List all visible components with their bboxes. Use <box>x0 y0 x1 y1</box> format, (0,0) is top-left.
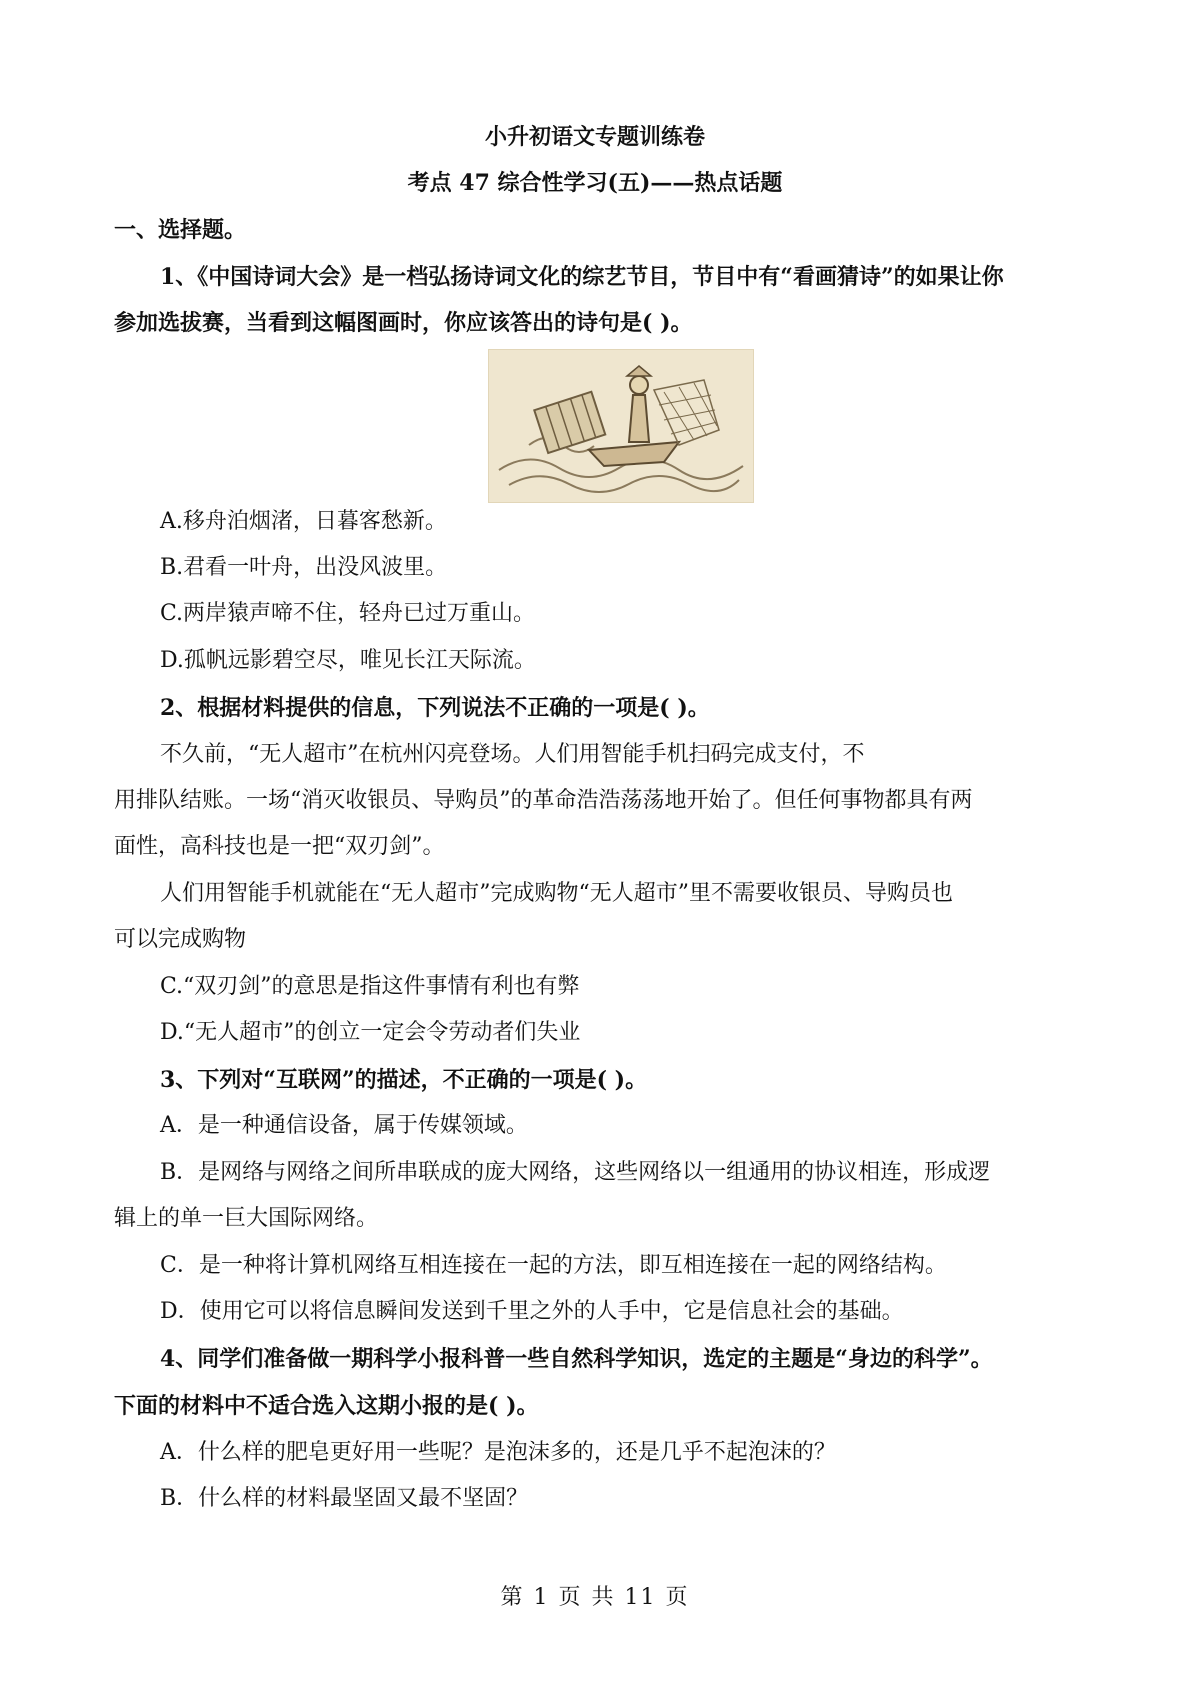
poem-illustration <box>488 349 754 503</box>
question-2-option-ab-line1: 人们用智能手机就能在“无人超市”完成购物“无人超市”里不需要收银员、导购员也 <box>160 881 953 906</box>
document-subtitle: 考点 47 综合性学习(五)——热点话题 <box>407 170 783 196</box>
question-4-stem-line2: 下面的材料中不适合选入这期小报的是( )。 <box>114 1393 539 1419</box>
question-3-option-b-line1: B．是网络与网络之间所串联成的庞大网络，这些网络以一组通用的协议相连，形成逻 <box>160 1160 991 1185</box>
question-2-material-line3: 面性，高科技也是一把“双刃剑”。 <box>114 834 445 859</box>
question-2-option-ab-line2: 可以完成购物 <box>114 927 247 952</box>
question-2-stem: 2、根据材料提供的信息，下列说法不正确的一项是( )。 <box>160 695 710 721</box>
question-1-stem-line2: 参加选拔赛，当看到这幅图画时，你应该答出的诗句是( )。 <box>114 310 693 336</box>
question-3-option-d: D．使用它可以将信息瞬间发送到千里之外的人手中，它是信息社会的基础。 <box>160 1299 904 1324</box>
section-heading: 一、选择题。 <box>114 217 247 243</box>
question-4-option-b: B．什么样的材料最坚固又最不坚固？ <box>160 1486 529 1511</box>
question-4-stem-line1: 4、同学们准备做一期科学小报科普一些自然科学知识，选定的主题是“身边的科学”。 <box>160 1346 993 1372</box>
question-3-option-a: A．是一种通信设备，属于传媒领域。 <box>160 1113 528 1138</box>
question-1-stem-line1: 1、《中国诗词大会》是一档弘扬诗词文化的综艺节目，节目中有“看画猜诗”的如果让你 <box>160 264 1004 290</box>
document-title: 小升初语文专题训练卷 <box>484 124 705 150</box>
question-2-option-c: C.“双刃剑”的意思是指这件事情有利也有弊 <box>160 974 580 999</box>
question-1-option-b: B.君看一叶舟，出没风波里。 <box>160 555 448 580</box>
boat-waves-drawing <box>489 350 753 502</box>
question-3-option-b-line2: 辑上的单一巨大国际网络。 <box>114 1206 379 1231</box>
question-1-option-d: D.孤帆远影碧空尽，唯见长江天际流。 <box>160 648 536 673</box>
question-2-option-d: D.“无人超市”的创立一定会令劳动者们失业 <box>160 1020 581 1045</box>
question-3-option-c: C．是一种将计算机网络互相连接在一起的方法，即互相连接在一起的网络结构。 <box>160 1253 947 1278</box>
question-3-stem: 3、下列对“互联网”的描述，不正确的一项是( )。 <box>160 1067 648 1093</box>
question-4-option-a: A．什么样的肥皂更好用一些呢？是泡沫多的，还是几乎不起泡沫的？ <box>160 1440 836 1465</box>
question-1-option-c: C.两岸猿声啼不住，轻舟已过万重山。 <box>160 601 536 626</box>
question-2-material-line2: 用排队结账。一场“消灭收银员、导购员”的革命浩浩荡荡地开始了。但任何事物都具有两 <box>114 788 973 813</box>
page-footer: 第 1 页 共 11 页 <box>500 1585 690 1610</box>
question-2-material-line1: 不久前，“无人超市”在杭州闪亮登场。人们用智能手机扫码完成支付，不 <box>160 742 865 767</box>
question-1-option-a: A.移舟泊烟渚，日暮客愁新。 <box>160 509 447 534</box>
